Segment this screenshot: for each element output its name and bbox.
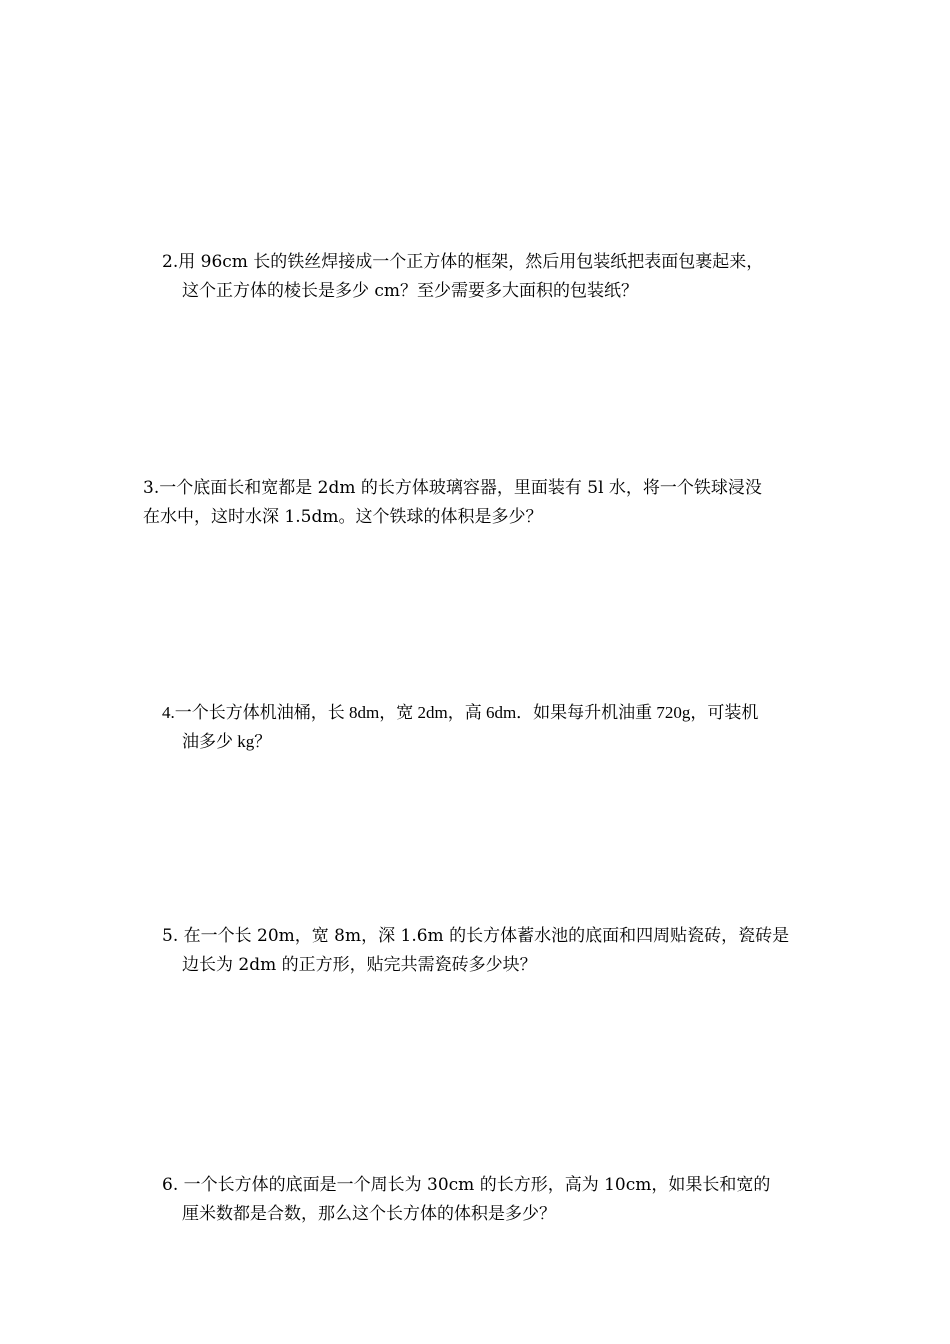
problem-5-line-2: 边长为 2dm 的正方形，贴完共需瓷砖多少块？ xyxy=(182,955,537,975)
problem-4-line-1: 4.一个长方体机油桶，长 8dm，宽 2dm，高 6dm．如果每升机油重 720g，可装机 xyxy=(162,703,759,722)
problem-6 xyxy=(162,1171,824,1229)
problem-2-line-1: 2.用 96cm 长的铁丝焊接成一个正方体的框架，然后用包装纸把表面包裹起来， xyxy=(162,252,764,272)
problem-3-line-1: 3.一个底面长和宽都是 2dm 的长方体玻璃容器，里面装有 5l 水，将一个铁球浸没 xyxy=(143,478,762,498)
problem-2 xyxy=(162,248,824,306)
problem-3 xyxy=(143,474,805,532)
problem-5 xyxy=(162,922,824,980)
problem-6-line-1: 6. 一个长方体的底面是一个周长为 30cm 的长方形，高为 10cm，如果长和宽的 xyxy=(162,1175,771,1195)
problem-5-line-1: 5. 在一个长 20m，宽 8m，深 1.6m 的长方体蓄水池的底面和四周贴瓷砖，瓷砖是 xyxy=(162,926,790,946)
problem-3-line-2: 在水中，这时水深 1.5dm。这个铁球的体积是多少？ xyxy=(143,507,543,527)
problem-4 xyxy=(162,698,824,756)
problem-2-line-2: 这个正方体的棱长是多少 cm？至少需要多大面积的包装纸？ xyxy=(182,281,639,301)
problem-4-line-2: 油多少 kg？ xyxy=(182,732,272,751)
problem-6-line-2: 厘米数都是合数，那么这个长方体的体积是多少？ xyxy=(182,1204,556,1224)
